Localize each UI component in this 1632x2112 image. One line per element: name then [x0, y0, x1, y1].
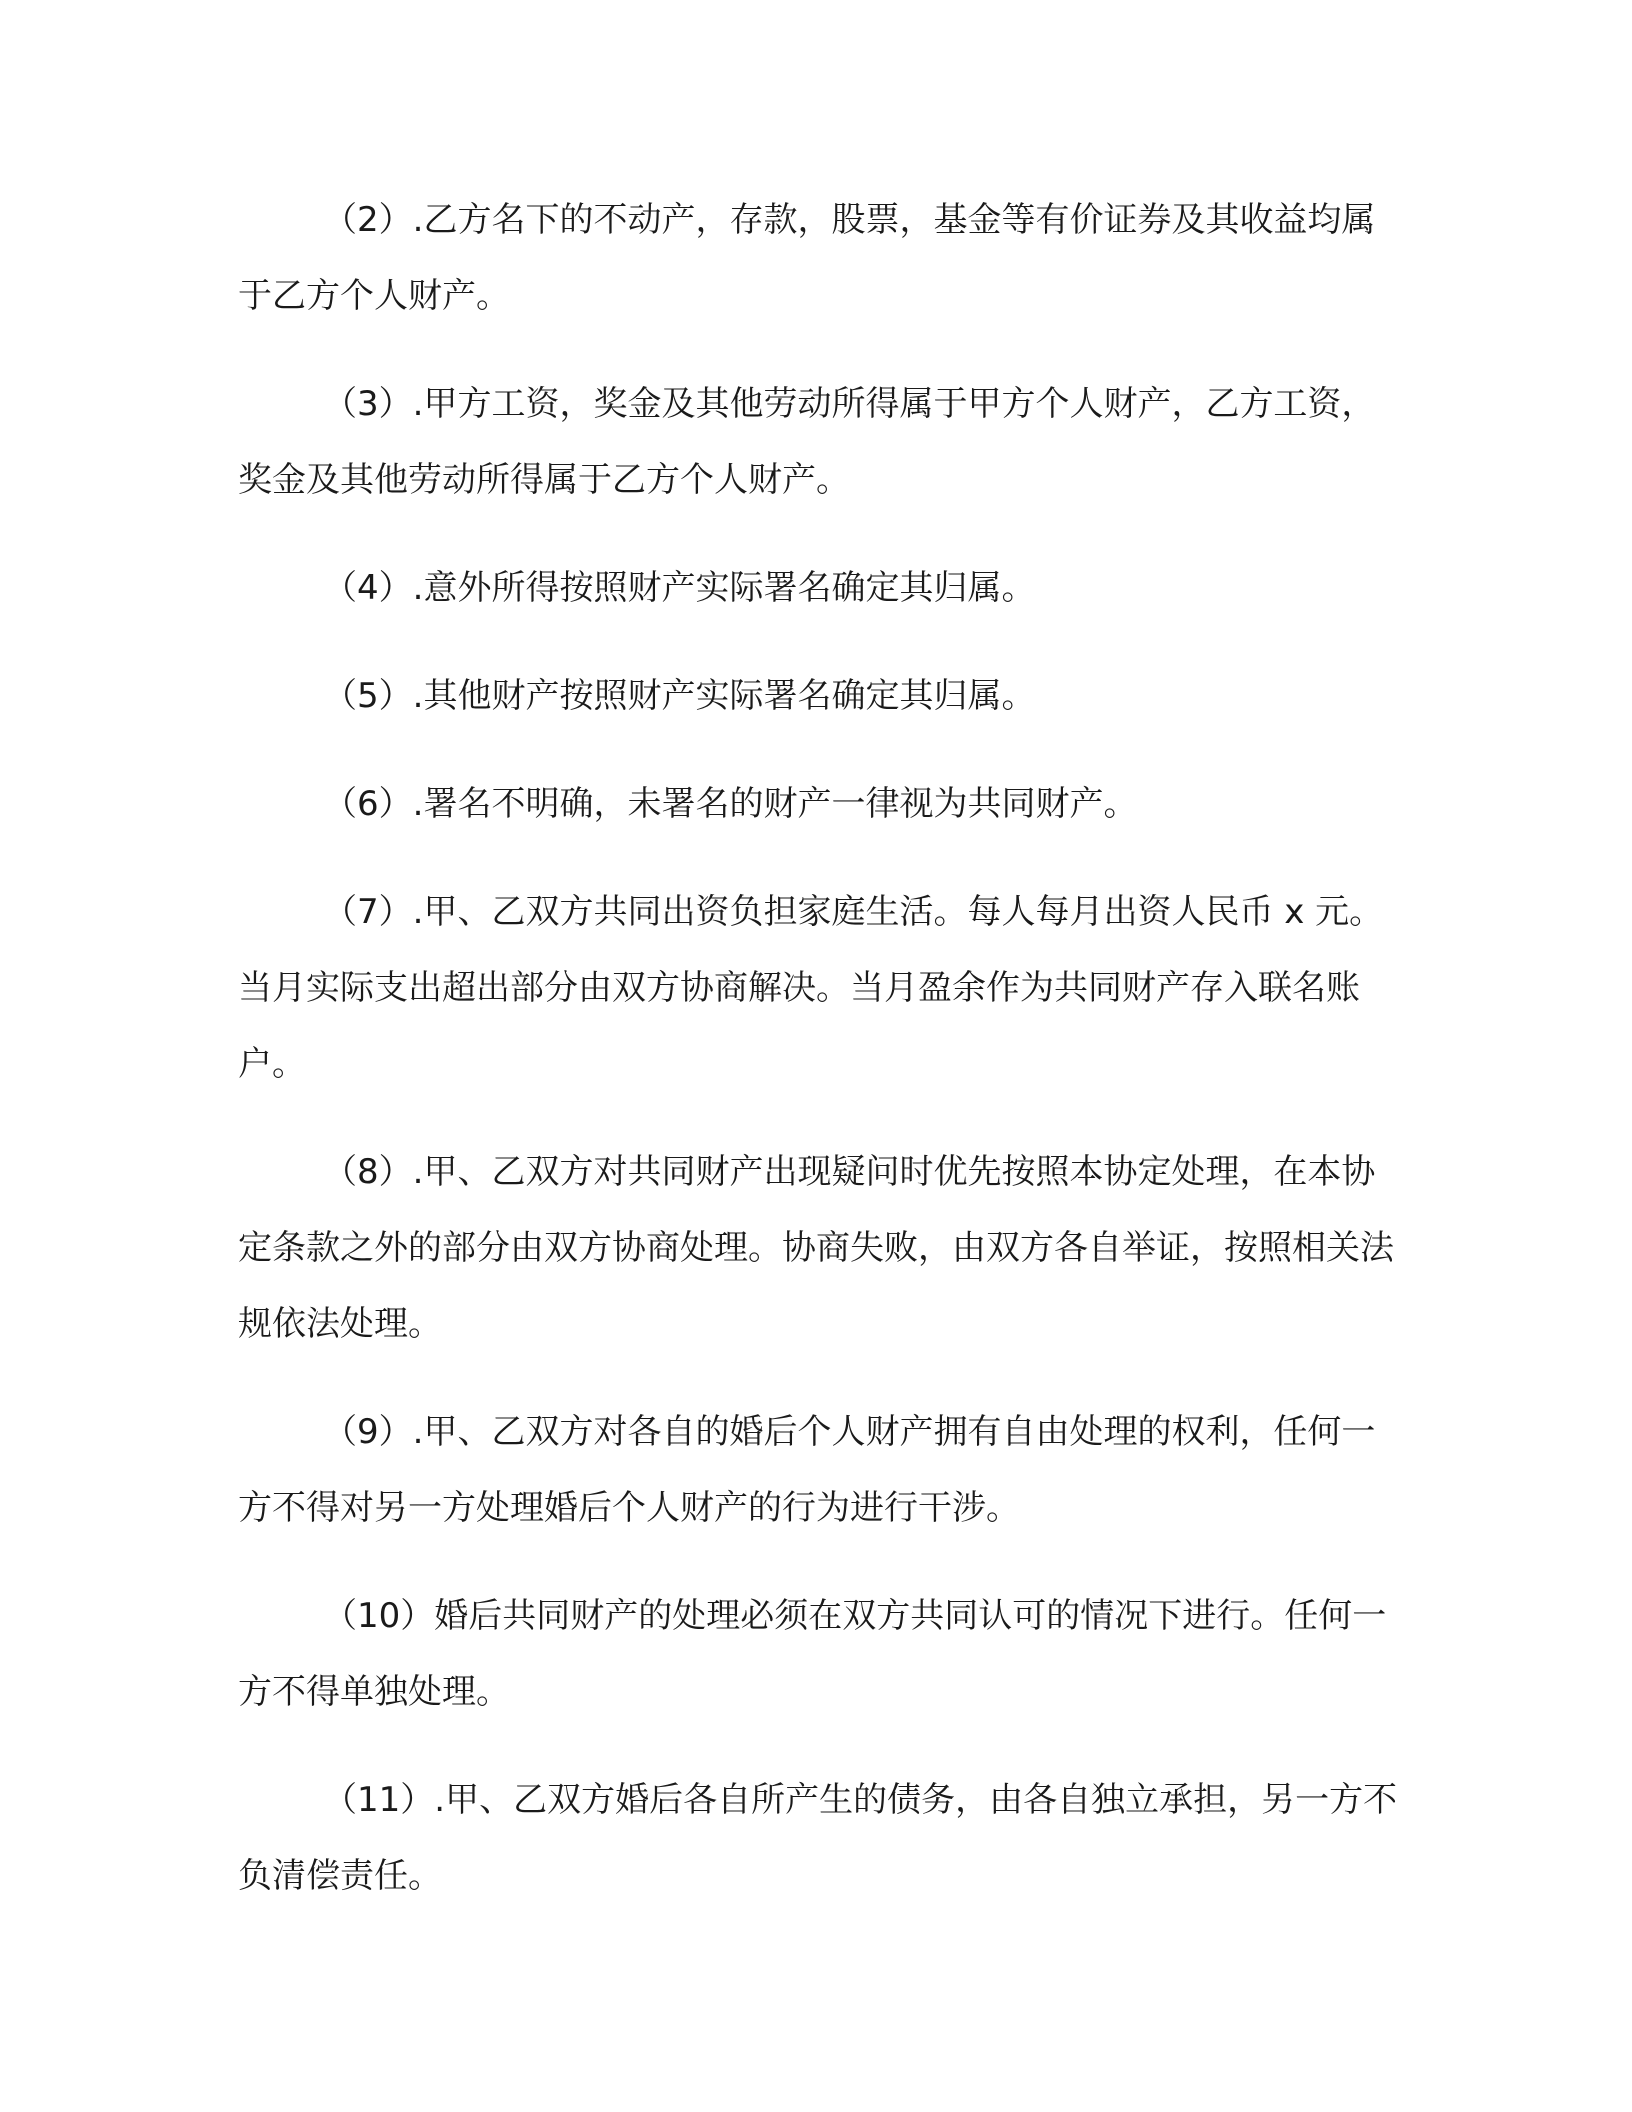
- clause-3: （3）.甲方工资，奖金及其他劳动所得属于甲方个人财产，乙方工资，奖金及其他劳动所得属于乙方个人财产。: [238, 384, 1376, 500]
- clause-9: （9）.甲、乙双方对各自的婚后个人财产拥有自由处理的权利，任何一方不得对另一方处理婚后个人财产的行为进行干涉。: [238, 1412, 1376, 1528]
- clause-5: （5）.其他财产按照财产实际署名确定其归属。: [323, 676, 1036, 716]
- clause-4: （4）.意外所得按照财产实际署名确定其归属。: [323, 568, 1036, 608]
- clause-2: （2）.乙方名下的不动产，存款，股票，基金等有价证券及其收益均属于乙方个人财产。: [238, 200, 1376, 316]
- clause-11: （11）.甲、乙双方婚后各自所产生的债务，由各自独立承担，另一方不负清偿责任。: [238, 1780, 1398, 1896]
- clause-6: （6）.署名不明确，未署名的财产一律视为共同财产。: [323, 784, 1138, 824]
- clause-7: （7）.甲、乙双方共同出资负担家庭生活。每人每月出资人民币 x 元。当月实际支出超出部分由双方协商解决。当月盈余作为共同财产存入联名账户。: [238, 892, 1384, 1084]
- clause-8: （8）.甲、乙双方对共同财产出现疑问时优先按照本协定处理，在本协定条款之外的部分由双方协商处理。协商失败，由双方各自举证，按照相关法规依法处理。: [238, 1152, 1394, 1344]
- clause-10: （10）婚后共同财产的处理必须在双方共同认可的情况下进行。任何一方不得单独处理。: [238, 1596, 1387, 1712]
- document-body: [238, 182, 1398, 1914]
